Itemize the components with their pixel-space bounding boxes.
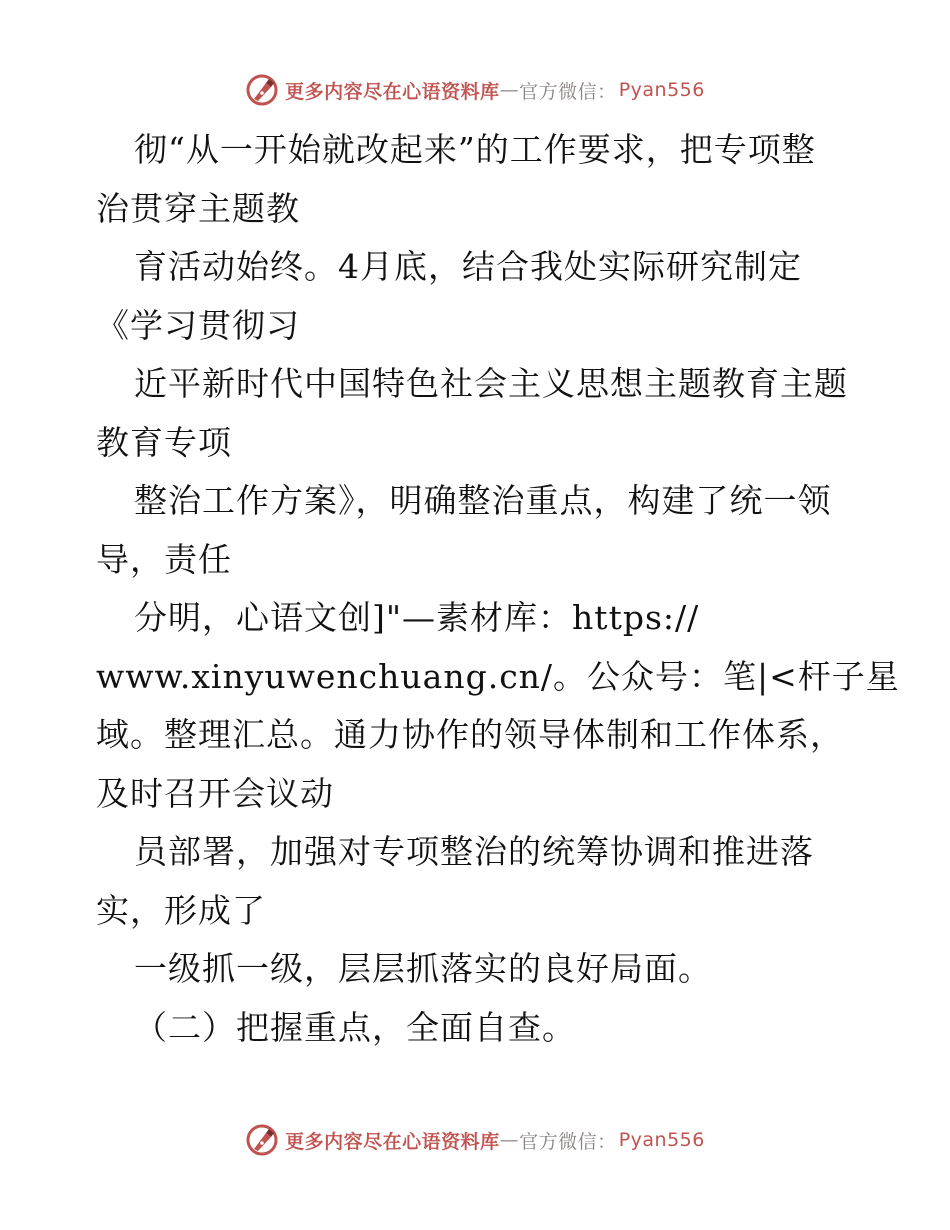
watermark-dash: — [499,79,520,101]
watermark-dash: — [499,1129,520,1151]
text-line: 育活动始终。4月底，结合我处实际研究制定 [134,247,802,286]
watermark-text [285,1127,705,1154]
text-line: 域。整理汇总。通力协作的领导体制和工作体系， [96,715,844,754]
text-line: 分明，心语文创]"—素材库：https:// [134,598,700,637]
section-heading: （二）把握重点，全面自查。 [134,1007,576,1047]
text-line: www.xinyuwenchuang.cn/。公众号：笔|<杆子星 [96,656,900,696]
header-watermark [0,70,950,110]
text-line: 员部署，加强对专项整治的统筹协调和推进落 [134,832,814,871]
text-line: 《学习贯彻习 [96,305,300,345]
watermark-brand: 更多内容尽在心语资料库 [285,80,500,103]
text-line: 实，形成了 [96,890,266,930]
watermark-label: 官方微信： [519,80,617,103]
document-body [96,121,900,1057]
text-line: 治贯穿主题教 [96,188,300,228]
text-line: 彻“从一开始就改起来”的工作要求，把专项整 [134,130,816,169]
text-line: 近平新时代中国特色社会主义思想主题教育主题 [134,364,848,403]
text-line: 整治工作方案》，明确整治重点，构建了统一领 [134,481,832,520]
pen-nib-logo-icon [245,1123,279,1157]
watermark-label: 官方微信： [519,1130,617,1153]
text-line: 导，责任 [96,539,232,579]
pen-nib-logo-icon [245,73,279,107]
text-line: 及时召开会议动 [96,773,334,813]
watermark-text [285,77,705,104]
watermark-account: Pyan556 [618,1129,705,1151]
text-line: 一级抓一级，层层抓落实的良好局面。 [134,949,712,988]
watermark-account: Pyan556 [618,79,705,101]
footer-watermark [0,1120,950,1160]
watermark-brand: 更多内容尽在心语资料库 [285,1130,500,1153]
text-line: 教育专项 [96,422,232,462]
